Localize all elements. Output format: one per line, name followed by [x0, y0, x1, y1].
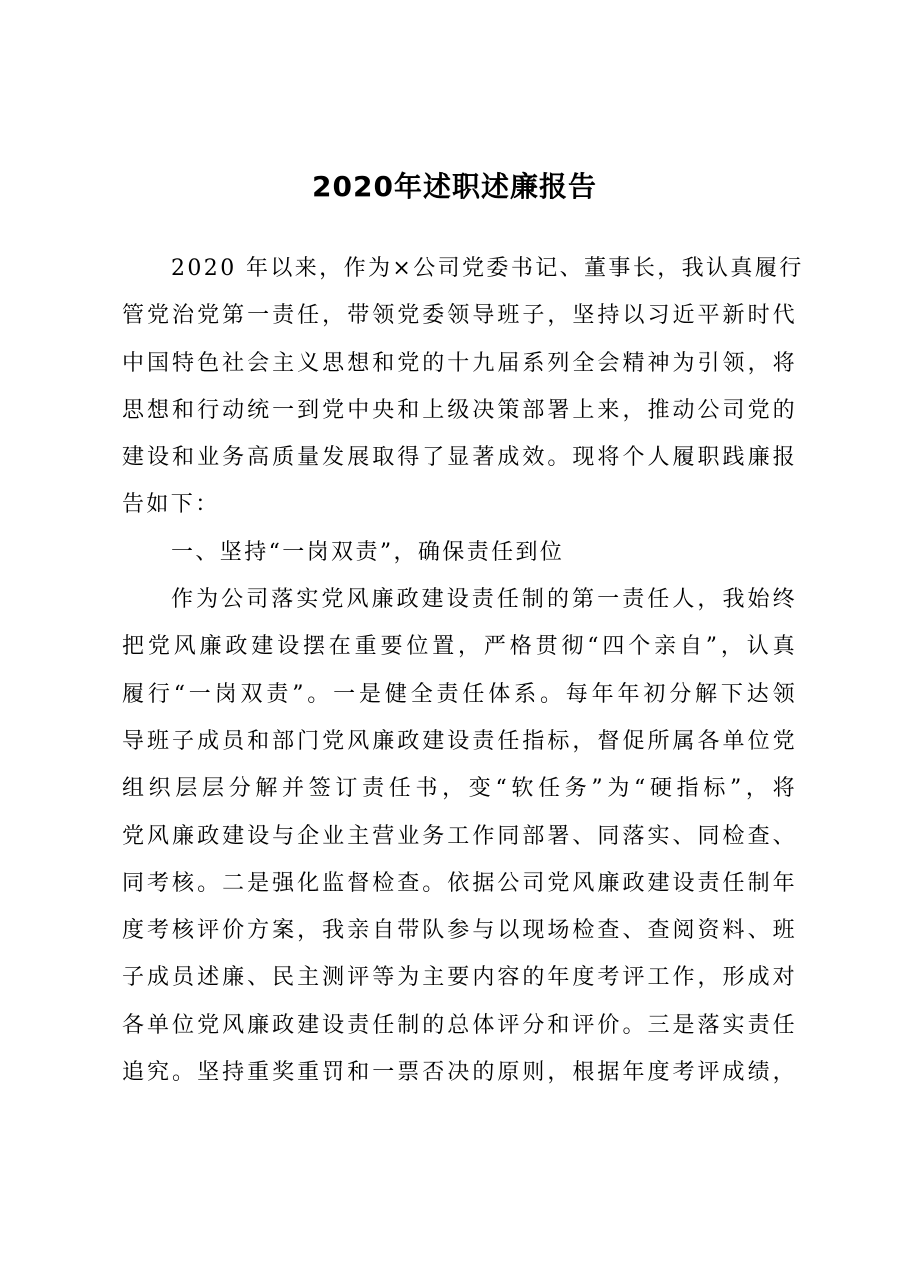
body-line: 作为公司落实党风廉政建设责任制的第一责任人，我始终 [171, 587, 797, 613]
body-line: 把党风廉政建设摆在重要位置，严格贯彻“四个亲自”，认真 [122, 634, 797, 660]
body-line: 同考核。二是强化监督检查。依据公司党风廉政建设责任制年 [122, 870, 797, 896]
body-line: 2020 年以来，作为×公司党委书记、董事长，我认真履行 [171, 256, 804, 281]
body-line: 思想和行动统一到党中央和上级决策部署上来，推动公司党的 [122, 397, 797, 423]
body-line: 履行“一岗双责”。一是健全责任体系。每年年初分解下达领 [122, 681, 797, 707]
body-line: 追究。坚持重奖重罚和一票否决的原则，根据年度考评成绩， [122, 1060, 797, 1086]
section-heading: 一、坚持“一岗双责”，确保责任到位 [171, 539, 565, 565]
document-body [122, 245, 804, 1096]
document-title: 2020年述职述廉报告 [312, 170, 597, 203]
body-line: 建设和业务高质量发展取得了显著成效。现将个人履职践廉报 [122, 445, 797, 471]
body-line: 组织层层分解并签订责任书，变“软任务”为“硬指标”，将 [122, 776, 797, 802]
body-line: 度考核评价方案，我亲自带队参与以现场检查、查阅资料、班 [122, 918, 797, 944]
body-line: 各单位党风廉政建设责任制的总体评分和评价。三是落实责任 [122, 1012, 797, 1038]
body-line: 中国特色社会主义思想和党的十九届系列全会精神为引领，将 [122, 350, 797, 376]
body-line: 告如下： [122, 492, 220, 518]
body-line: 导班子成员和部门党风廉政建设责任指标，督促所属各单位党 [122, 728, 797, 754]
body-line: 子成员述廉、民主测评等为主要内容的年度考评工作，形成对 [122, 965, 797, 991]
body-line: 党风廉政建设与企业主营业务工作同部署、同落实、同检查、 [122, 823, 797, 849]
body-line: 管党治党第一责任，带领党委领导班子，坚持以习近平新时代 [122, 303, 797, 329]
